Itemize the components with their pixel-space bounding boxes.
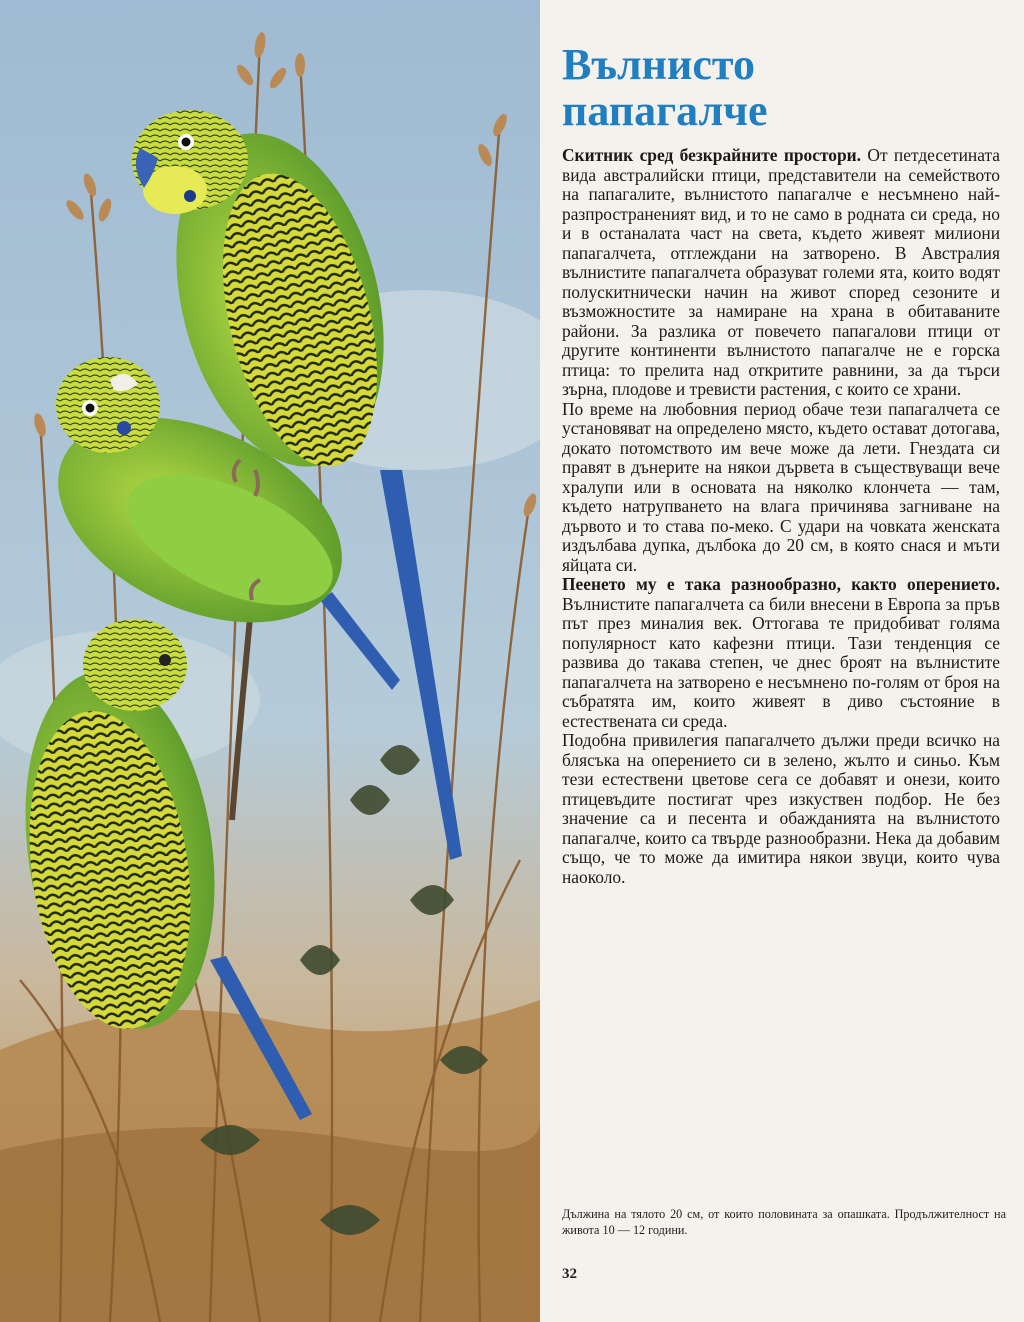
paragraph: Подобна привилегия папагалчето дължи преди всичко на блясъка на оперението си в зелено, жълто и синьо. Към тези естествени цветове сега се добавят и онези, които птицевъдите постигат чрез изкуствен подбор. Не без значение са и песента и обажданията на вълнистото папагалче, които са твърде разнообразни. Нека да добавим също, че то може да имитира някои звуци, които чува наоколо. <box>562 730 1000 887</box>
section-heading: Скитник сред безкрайните простори. <box>562 145 862 165</box>
paragraph-text: Вълнистите папагалчета са били внесени в Европа за пръв път през миналия век. Оттогава те придобиват голяма популярност като кафезни птици. Тази тенденция се развива до такава степен, че днес броят на вълнистите папагалчета на затворено е несъмнено по-голям от броя на събратята им, които живеят в диво състояние в естествената си среда. <box>562 593 1000 731</box>
article-body <box>562 146 1000 887</box>
paragraph <box>562 575 1000 731</box>
paragraph: По време на любовния период обаче тези папагалчета се установяват на определено място, където остават дотогава, докато потомството им вече може да лети. Гнездата си правят в дънерите на някои дървета в съществуващи вече хралупи или в основата на няколко клончета — там, където натрупването на влага причинява загниване на дървото и то става по-меко. С удари на човката женската издълбава дупка, дълбока до 20 см, в която снася и мъти яйцата си. <box>562 398 1000 575</box>
paragraph <box>562 146 1000 400</box>
page-title <box>562 42 1002 134</box>
text-column <box>540 0 1024 1322</box>
page-number: 32 <box>562 1266 577 1282</box>
paragraph-text: От петдесетината вида австралийски птици, представители на семейството на папагалите, вълнистото папагалче е несъмнено най-разпространеният вид, и то не само в родната си среда, но и в останалата част на света, където живеят милиони папагалчета, отглеждани на затворено. В Австралия вълнистите папагалчета образуват големи ята, които водят полускитнически начин на живот според сезоните и възможностите за намиране на храна в обитаваните райони. За разлика от повечето папагалови птици от другите континенти вълнистото папагалче не е горска птица: то прелита над откритите равнини, за да търси зърна, плодове и тревисти растения, с които се храни. <box>562 145 1000 399</box>
title-line-1: Вълнисто <box>562 40 755 89</box>
title-line-2: папагалче <box>562 86 768 135</box>
section-heading: Пеенето му е така разнообразно, както оперението. <box>562 574 1000 594</box>
figure-caption: Дължина на тялото 20 см, от които половината за опашката. Продължителност на живота 10 — 12 години. <box>562 1207 1006 1237</box>
